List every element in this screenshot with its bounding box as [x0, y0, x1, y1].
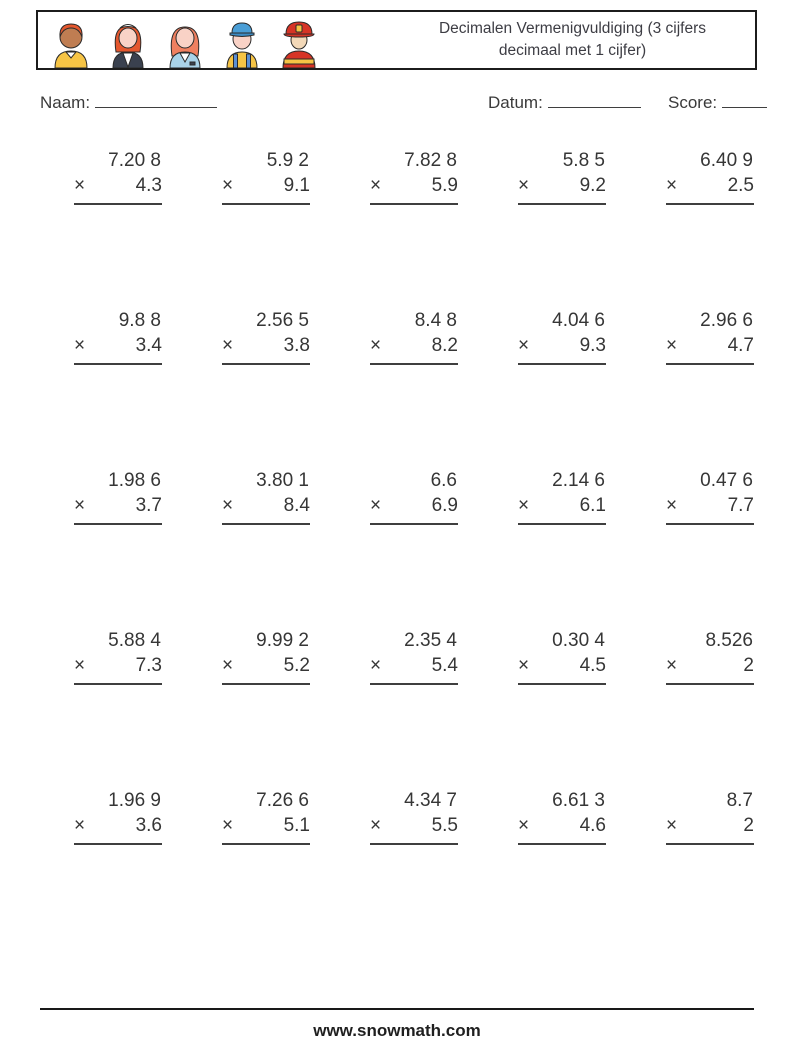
- problem-cell: [632, 150, 780, 310]
- problem-bottom-row: [74, 495, 162, 525]
- problem-cell: [336, 150, 484, 310]
- problem-bottom-row: [222, 815, 310, 845]
- problem-bottom-row: [518, 495, 606, 525]
- multiplication-problem: [222, 630, 310, 685]
- multiplier: 5.2: [283, 655, 310, 676]
- multiplication-problem: [74, 150, 162, 205]
- problem-cell: [632, 630, 780, 790]
- multiplication-problem: [518, 150, 606, 205]
- problem-bottom-row: [222, 655, 310, 685]
- problem-cell: [484, 630, 632, 790]
- multiplier: 4.6: [579, 815, 606, 836]
- problem-bottom-row: [666, 495, 754, 525]
- problem-cell: [188, 150, 336, 310]
- multiply-icon: ×: [518, 335, 530, 356]
- multiplier: 9.1: [283, 175, 310, 196]
- multiplicand: 6.40 9: [700, 150, 753, 171]
- multiply-icon: ×: [666, 335, 678, 356]
- multiplication-problem: [518, 790, 606, 845]
- problem-cell: [336, 790, 484, 950]
- multiplier: 7.3: [135, 655, 162, 676]
- multiplication-problem: [74, 790, 162, 845]
- problem-cell: [632, 470, 780, 630]
- multiplier: 2.5: [727, 175, 754, 196]
- multiplication-problem: [222, 150, 310, 205]
- multiplication-problem: [518, 630, 606, 685]
- multiplication-problem: [370, 150, 458, 205]
- date-label: Datum:: [488, 93, 543, 112]
- multiplier: 5.9: [431, 175, 458, 196]
- problem-cell: [188, 630, 336, 790]
- worksheet-title-line2: decimaal met 1 cijfer): [498, 42, 647, 59]
- multiply-icon: ×: [370, 175, 382, 196]
- multiplier: 5.5: [431, 815, 458, 836]
- multiplicand: 2.14 6: [552, 470, 605, 491]
- multiply-icon: ×: [222, 655, 234, 676]
- multiplicand: 9.8 8: [118, 310, 161, 331]
- multiplication-problem: [370, 310, 458, 365]
- multiplicand: 8.526: [705, 630, 753, 651]
- header-box: [36, 10, 757, 70]
- multiply-icon: ×: [74, 335, 86, 356]
- multiplication-problem: [222, 790, 310, 845]
- problem-bottom-row: [370, 655, 458, 685]
- problem-cell: [632, 790, 780, 950]
- multiplication-problem: [666, 470, 754, 525]
- problem-bottom-row: [370, 175, 458, 205]
- multiply-icon: ×: [222, 335, 234, 356]
- score-field: [668, 92, 767, 113]
- avatar-construction-worker-icon: [219, 18, 265, 68]
- multiplier: 6.1: [579, 495, 606, 516]
- problem-bottom-row: [518, 175, 606, 205]
- multiply-icon: ×: [370, 655, 382, 676]
- multiplicand: 1.98 6: [108, 470, 161, 491]
- multiplicand: 5.9 2: [266, 150, 309, 171]
- problem-cell: [484, 470, 632, 630]
- multiply-icon: ×: [666, 175, 678, 196]
- worksheet-title-line1: Decimalen Vermenigvuldiging (3 cijfers: [438, 20, 707, 38]
- multiplier: 3.7: [135, 495, 162, 516]
- problem-bottom-row: [666, 335, 754, 365]
- multiply-icon: ×: [518, 815, 530, 836]
- problem-cell: [40, 310, 188, 470]
- multiply-icon: ×: [666, 815, 678, 836]
- multiplicand: 7.82 8: [404, 150, 457, 171]
- multiplicand: 5.8 5: [562, 150, 605, 171]
- multiply-icon: ×: [370, 815, 382, 836]
- footer-divider: [40, 1008, 754, 1010]
- multiplicand: 0.47 6: [700, 470, 753, 491]
- problem-bottom-row: [74, 655, 162, 685]
- problem-cell: [336, 630, 484, 790]
- problem-cell: [40, 150, 188, 310]
- problem-bottom-row: [74, 175, 162, 205]
- problem-cell: [336, 470, 484, 630]
- multiplicand: 0.30 4: [552, 630, 605, 651]
- avatar-man-icon: [48, 18, 94, 68]
- problem-bottom-row: [74, 815, 162, 845]
- multiplication-problem: [222, 470, 310, 525]
- avatar-firefighter-icon: [276, 18, 322, 68]
- multiplication-problem: [74, 470, 162, 525]
- multiplication-problem: [370, 790, 458, 845]
- problem-bottom-row: [370, 815, 458, 845]
- problem-cell: [188, 790, 336, 950]
- multiplier: 4.5: [579, 655, 606, 676]
- multiplication-problem: [518, 470, 606, 525]
- problem-bottom-row: [222, 175, 310, 205]
- multiplier: 9.3: [579, 335, 606, 356]
- multiply-icon: ×: [74, 815, 86, 836]
- multiplication-problem: [666, 310, 754, 365]
- problem-bottom-row: [74, 335, 162, 365]
- multiplicand: 4.34 7: [404, 790, 457, 811]
- multiplication-problem: [74, 630, 162, 685]
- problem-bottom-row: [370, 335, 458, 365]
- date-blank-line: [548, 92, 641, 108]
- multiplication-problem: [74, 310, 162, 365]
- multiplicand: 6.61 3: [552, 790, 605, 811]
- multiplier: 2: [743, 815, 754, 836]
- multiply-icon: ×: [518, 175, 530, 196]
- multiplier: 2: [743, 655, 754, 676]
- multiplicand: 3.80 1: [256, 470, 309, 491]
- multiply-icon: ×: [666, 655, 678, 676]
- date-field: [488, 92, 641, 113]
- multiply-icon: ×: [74, 655, 86, 676]
- multiply-icon: ×: [222, 175, 234, 196]
- multiplication-problem: [666, 790, 754, 845]
- multiplier: 6.9: [431, 495, 458, 516]
- multiplicand: 7.26 6: [256, 790, 309, 811]
- problem-bottom-row: [518, 815, 606, 845]
- avatar-maid-icon: [105, 18, 151, 68]
- problem-bottom-row: [370, 495, 458, 525]
- multiply-icon: ×: [518, 495, 530, 516]
- multiply-icon: ×: [370, 495, 382, 516]
- score-label: Score:: [668, 93, 718, 112]
- score-blank-line: [722, 92, 767, 108]
- multiplicand: 2.56 5: [256, 310, 309, 331]
- multiplication-problem: [518, 310, 606, 365]
- multiplicand: 2.96 6: [700, 310, 753, 331]
- multiplier: 3.8: [283, 335, 310, 356]
- multiplication-problem: [666, 150, 754, 205]
- multiplicand: 2.35 4: [404, 630, 457, 651]
- problem-cell: [632, 310, 780, 470]
- multiplicand: 9.99 2: [256, 630, 309, 651]
- avatar-businesswoman-icon: [162, 18, 208, 68]
- multiplication-problem: [222, 310, 310, 365]
- problem-cell: [40, 470, 188, 630]
- multiplicand: 7.20 8: [108, 150, 161, 171]
- multiplicand: 4.04 6: [552, 310, 605, 331]
- problems-grid: [40, 150, 780, 950]
- multiply-icon: ×: [666, 495, 678, 516]
- multiplication-problem: [666, 630, 754, 685]
- multiplier: 3.4: [135, 335, 162, 356]
- multiply-icon: ×: [222, 495, 234, 516]
- problem-cell: [40, 790, 188, 950]
- multiplicand: 6.6: [430, 470, 457, 491]
- problem-bottom-row: [666, 815, 754, 845]
- multiplier: 5.4: [431, 655, 458, 676]
- multiplier: 4.7: [727, 335, 754, 356]
- name-blank-line: [95, 92, 217, 108]
- multiply-icon: ×: [74, 495, 86, 516]
- problem-cell: [484, 150, 632, 310]
- multiplier: 4.3: [135, 175, 162, 196]
- multiplier: 9.2: [579, 175, 606, 196]
- multiplicand: 8.4 8: [414, 310, 457, 331]
- problem-cell: [336, 310, 484, 470]
- problem-cell: [484, 310, 632, 470]
- info-fields: [0, 92, 794, 118]
- multiplication-problem: [370, 470, 458, 525]
- problem-cell: [484, 790, 632, 950]
- multiplier: 7.7: [727, 495, 754, 516]
- problem-bottom-row: [666, 175, 754, 205]
- name-label: Naam:: [40, 93, 91, 112]
- name-field: [40, 92, 217, 113]
- multiply-icon: ×: [518, 655, 530, 676]
- multiply-icon: ×: [370, 335, 382, 356]
- problem-bottom-row: [222, 335, 310, 365]
- problem-cell: [40, 630, 188, 790]
- multiplicand: 5.88 4: [108, 630, 161, 651]
- problem-bottom-row: [666, 655, 754, 685]
- multiplier: 5.1: [283, 815, 310, 836]
- avatar-row: [38, 18, 322, 68]
- website-url: www.snowmath.com: [313, 1021, 481, 1040]
- multiplier: 8.2: [431, 335, 458, 356]
- multiplier: 3.6: [135, 815, 162, 836]
- problem-cell: [188, 310, 336, 470]
- problem-bottom-row: [518, 335, 606, 365]
- problem-bottom-row: [222, 495, 310, 525]
- multiplicand: 8.7: [726, 790, 753, 811]
- multiply-icon: ×: [222, 815, 234, 836]
- multiplier: 8.4: [283, 495, 310, 516]
- multiply-icon: ×: [74, 175, 86, 196]
- worksheet-title: [400, 18, 745, 61]
- multiplication-problem: [370, 630, 458, 685]
- problem-bottom-row: [518, 655, 606, 685]
- multiplicand: 1.96 9: [108, 790, 161, 811]
- problem-cell: [188, 470, 336, 630]
